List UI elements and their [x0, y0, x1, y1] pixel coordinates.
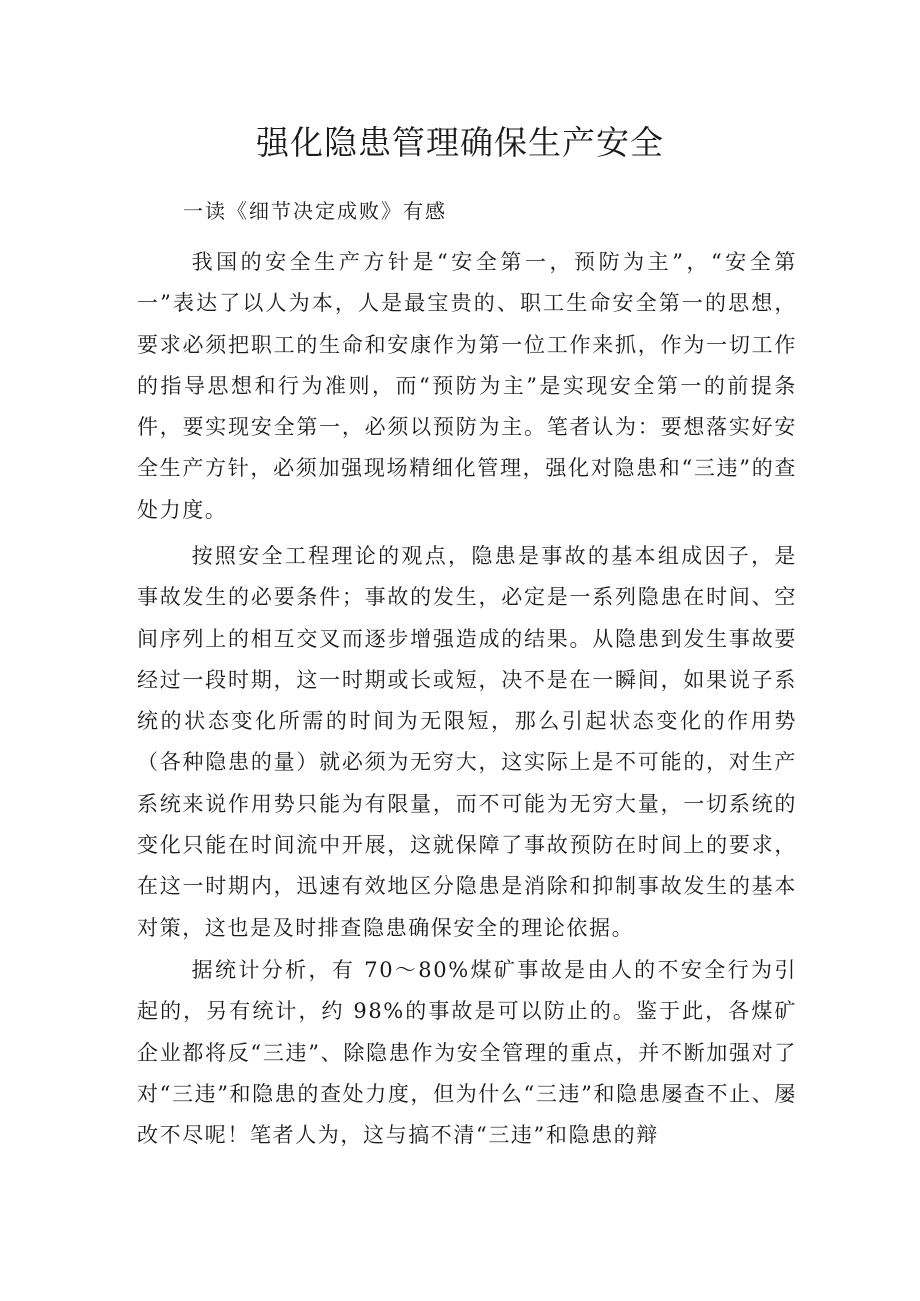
- paragraph-1: 我国的安全生产方针是“安全第一，预防为主”，“安全第一”表达了以人为本，人是最宝贵的、职工生命安全第一的思想，要求必须把职工的生命和安康作为第一位工作来抓，作为一切工作的指导思想和行为准则，而“预防为主”是实现安全第一的前提条件，要实现安全第一，必须以预防为主。笔者认为：要想落实好安全生产方针，必须加强现场精细化管理，强化对隐患和“三违”的查处力度。: [137, 250, 797, 522]
- paragraph-3: 据统计分析，有 70～80%煤矿事故是由人的不安全行为引起的，另有统计，约 98%的事故是可以防止的。鉴于此，各煤矿企业都将反“三违”、除隐患作为安全管理的重点，并不断加强对了对“三违”和隐患的查处力度，但为什么“三违”和隐患屡查不止、屡改不尽呢！笔者人为，这与搞不清“三违”和隐患的辩: [137, 958, 797, 1148]
- paragraph-2: 按照安全工程理论的观点，隐患是事故的基本组成因子，是事故发生的必要条件；事故的发生，必定是一系列隐患在时间、空间序列上的相互交叉而逐步增强造成的结果。从隐患到发生事故要经过一段时期，这一时期或长或短，决不是在一瞬间，如果说子系统的状态变化所需的时间为无限短，那么引起状态变化的作用势（各种隐患的量）就必须为无穷大，这实际上是不可能的，对生产系统来说作用势只能为有限量，而不可能为无穷大量，一切系统的变化只能在时间流中开展，这就保障了事故预防在时间上的要求，在这一时期内，迅速有效地区分隐患是消除和抑制事故发生的基本对策，这也是及时排查隐患确保安全的理论依据。: [137, 544, 797, 940]
- document-subtitle: 一读《细节决定成败》有感: [183, 199, 447, 223]
- document-title: 强化隐患管理确保生产安全: [256, 123, 664, 162]
